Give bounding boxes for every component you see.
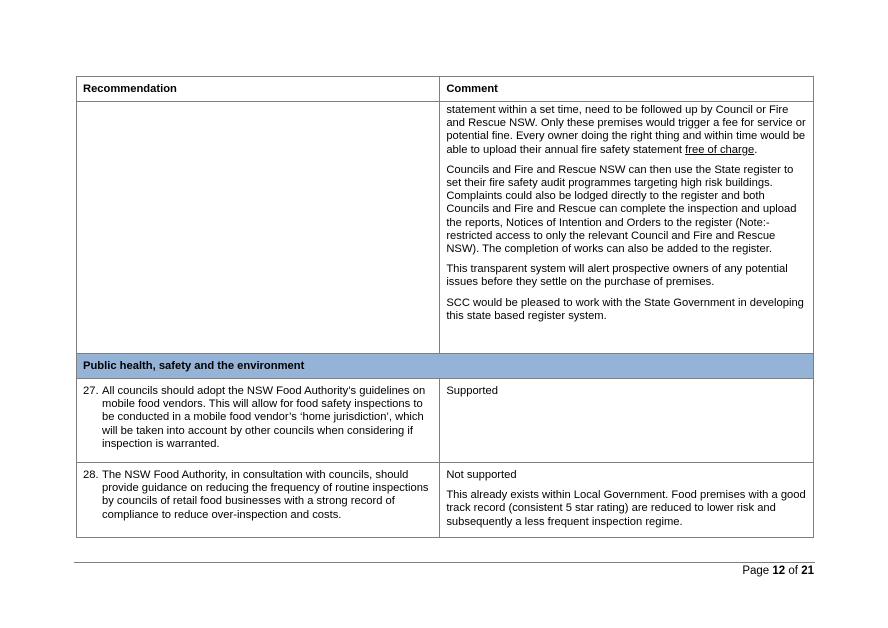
recommendation-cell bbox=[77, 379, 440, 463]
recommendation-number: 28. bbox=[83, 469, 99, 481]
comment-cell bbox=[440, 463, 814, 538]
table-row bbox=[77, 463, 814, 538]
comment-paragraph: Supported bbox=[446, 385, 498, 397]
recommendation-cell bbox=[77, 463, 440, 538]
table-header-row bbox=[77, 77, 814, 102]
comment-paragraph: This already exists within Local Government. Food premises with a good track record (consistent 5 star rating) are reduced to lower risk and subsequently a less frequent inspection regime. bbox=[446, 489, 806, 528]
comment-paragraph: Councils and Fire and Rescue NSW can then use the State register to set their fire safety audit programmes targeting high risk buildings. Complaints could also be lodged directly to the register and both Councils and Fire and Rescue can complete the inspection and upload the reports, Notices of Intention and Orders to the register (Note:- restricted access to only the relevant Council and Fire and Rescue NSW). The completion of works can also be added to the register. bbox=[446, 163, 797, 256]
comment-paragraph: This transparent system will alert prospective owners of any potential issues before they settle on the purchase of premises. bbox=[446, 263, 788, 289]
recommendation-text: The NSW Food Authority, in consultation with councils, should provide guidance on reducing the frequency of routine inspections by councils of retail food businesses with a strong record of compliance to reduce over-inspection and costs. bbox=[102, 469, 429, 521]
header-comment: Comment bbox=[440, 77, 814, 102]
comment-cell bbox=[440, 379, 814, 463]
header-recommendation: Recommendation bbox=[77, 77, 440, 102]
section-heading: Public health, safety and the environment bbox=[77, 354, 814, 379]
table-row-continued bbox=[77, 102, 814, 354]
footer-divider bbox=[74, 562, 815, 563]
underlined-text: free of charge bbox=[685, 143, 755, 156]
recommendations-table bbox=[76, 76, 814, 538]
recommendation-cell-empty bbox=[77, 102, 440, 354]
page-number: Page 12 of 21 bbox=[742, 565, 814, 577]
recommendation-text: All councils should adopt the NSW Food Authority’s guidelines on mobile food vendors. This will allow for food safety inspections to be conducted in a mobile food vendor’s ‘home jurisdiction’, which will be taken into account by other councils when considering if inspection is warranted. bbox=[102, 385, 426, 450]
section-heading-row bbox=[77, 354, 814, 379]
recommendation-number: 27. bbox=[83, 385, 99, 397]
comment-paragraph: Not supported bbox=[446, 469, 517, 481]
table-row bbox=[77, 379, 814, 463]
comment-paragraph: statement within a set time, need to be followed up by Council or Fire and Rescue NSW. Only these premises would trigger a fee for service or potential fine. Every owner doing the right thing and within time would be able to upload their annual fire safety statement free of charge. bbox=[446, 104, 806, 156]
comment-paragraph: SCC would be pleased to work with the State Government in developing this state based register system. bbox=[446, 296, 804, 322]
comment-cell bbox=[440, 102, 814, 354]
